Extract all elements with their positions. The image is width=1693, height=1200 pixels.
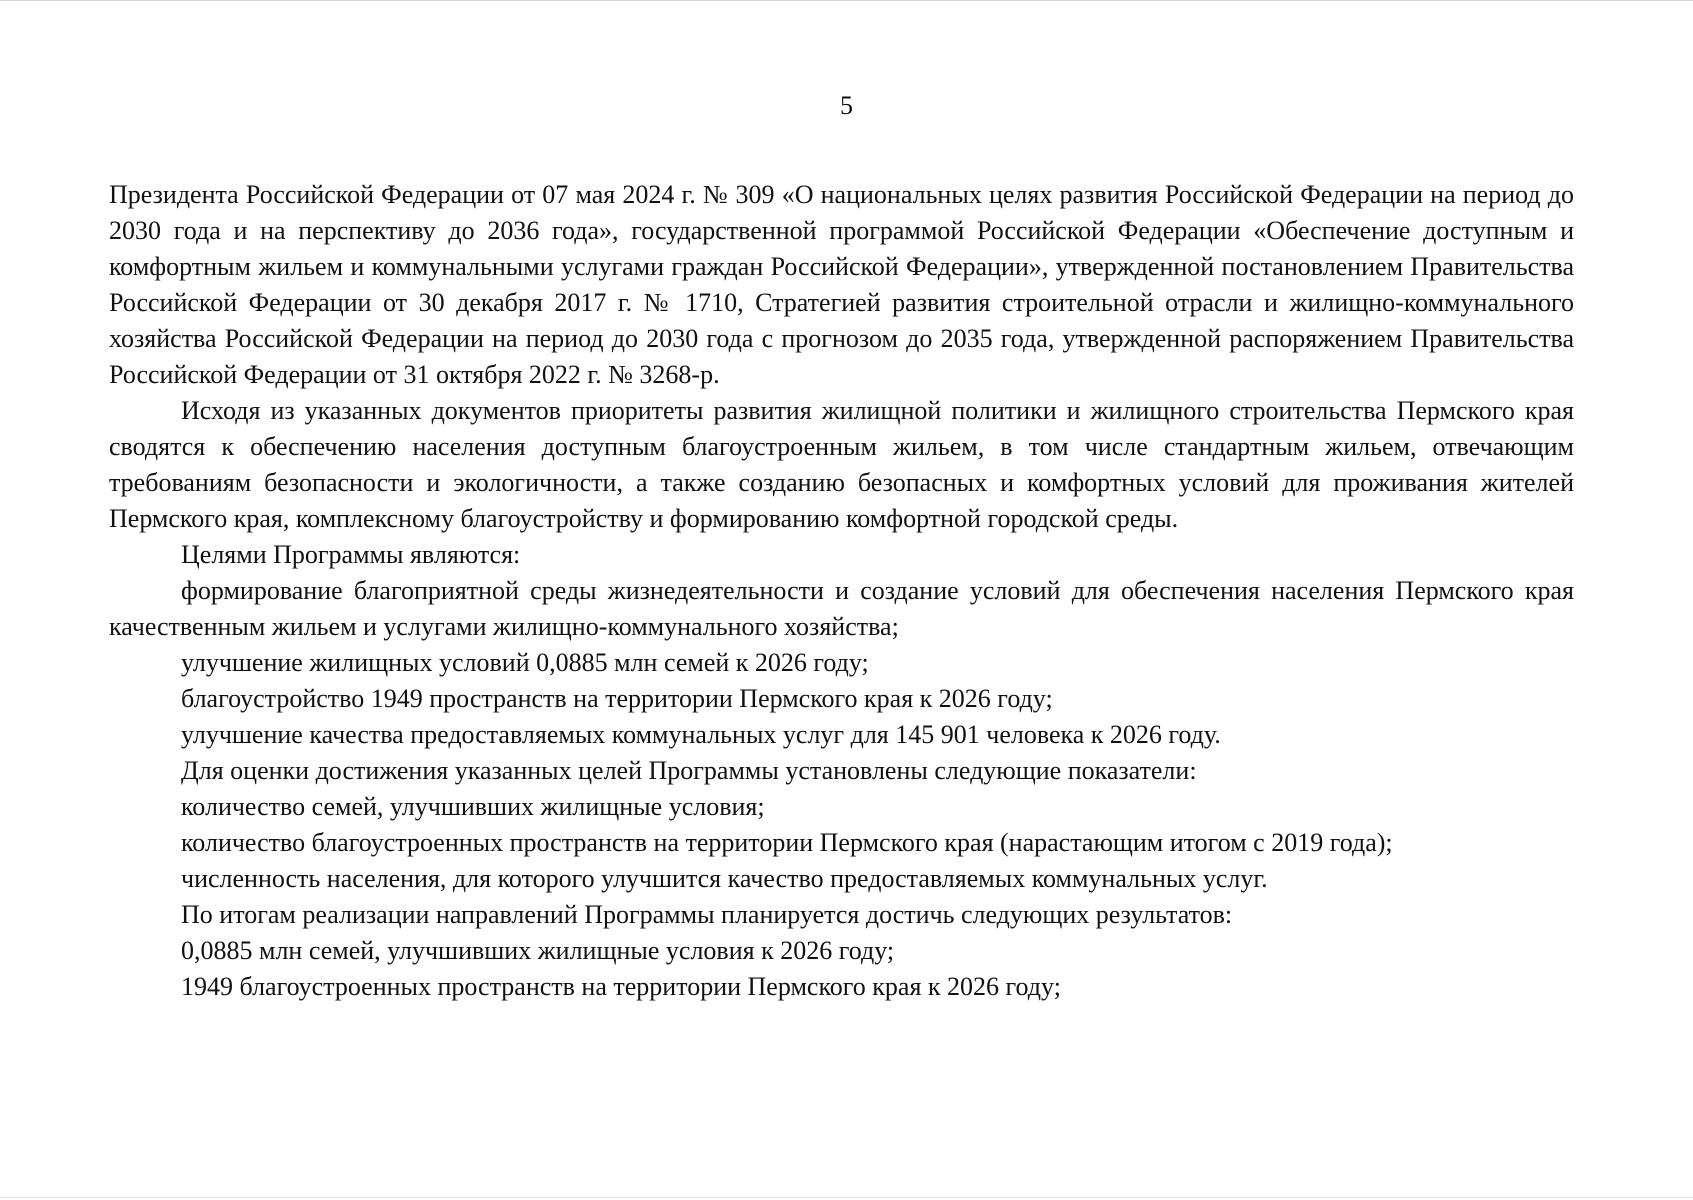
paragraph-result-spaces: 1949 благоустроенных пространств на территории Пермского края к 2026 году; [181,972,1061,1001]
paragraph-goal-environment: формирование благоприятной среды жизнедеятельности и создание условий для обеспечения населения Пермского края качественным жильем и услугами жилищно-коммунального хозяйства; [109,576,1574,641]
paragraph-goal-housing: улучшение жилищных условий 0,0885 млн семей к 2026 году; [181,648,869,677]
paragraph-continuation: Президента Российской Федерации от 07 мая 2024 г. № 309 «О национальных целях развития Российской Федерации на период до 2030 года и на перспективу до 2036 года», государственной программой Российской Федерации «Обеспечение доступным и комфортным жильем и коммунальными услугами граждан Российской Федерации», утвержденной постановлением Правительства Российской Федерации от 30 декабря 2017 г. № 1710, Стратегией развития строительной отрасли и жилищно-коммунального хозяйства Российской Федерации на период до 2030 года с прогнозом до 2035 года, утвержденной распоряжением Правительства Российской Федерации от 31 октября 2022 г. № 3268-р. [109,180,1574,389]
paragraph-result-families: 0,0885 млн семей, улучшивших жилищные условия к 2026 году; [181,936,895,965]
document-body [109,177,1574,1005]
paragraph-indicator-population: численность населения, для которого улучшится качество предоставляемых коммунальных услуг. [181,864,1268,893]
paragraph-results-heading: По итогам реализации направлений Программы планируется достичь следующих результатов: [181,900,1233,929]
paragraph-priorities: Исходя из указанных документов приоритеты развития жилищной политики и жилищного строительства Пермского края сводятся к обеспечению населения доступным благоустроенным жильем, в том числе стандартным жильем, отвечающим требованиям безопасности и экологичности, а также созданию безопасных и комфортных условий для проживания жителей Пермского края, комплексному благоустройству и формированию комфортной городской среды. [109,396,1574,533]
page-number: 5 [840,91,853,120]
paragraph-goal-improvement: благоустройство 1949 пространств на территории Пермского края к 2026 году; [181,684,1053,713]
paragraph-indicator-families: количество семей, улучшивших жилищные условия; [181,792,765,821]
page-bottom-edge [0,1197,1693,1198]
paragraph-goal-utilities: улучшение качества предоставляемых коммунальных услуг для 145 901 человека к 2026 году. [181,720,1221,749]
paragraph-indicators-heading: Для оценки достижения указанных целей Программы установлены следующие показатели: [181,756,1197,785]
paragraph-goals-heading: Целями Программы являются: [181,540,521,569]
paragraph-indicator-spaces: количество благоустроенных пространств на территории Пермского края (нарастающим итогом с 2019 года); [181,828,1393,857]
